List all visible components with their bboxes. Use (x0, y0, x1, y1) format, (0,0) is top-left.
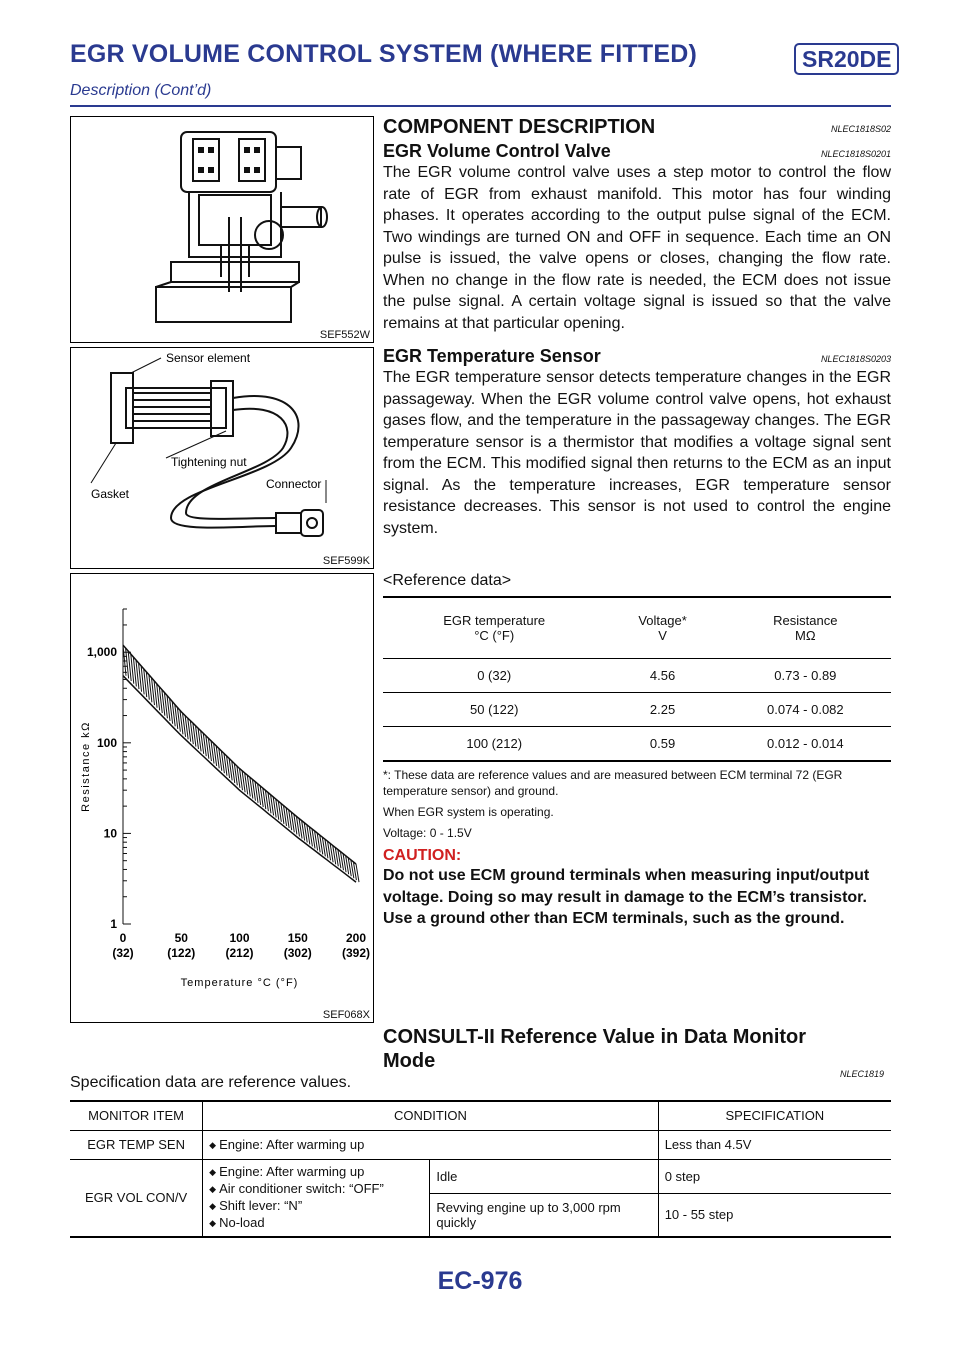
valve-figure-caption: SEF552W (319, 329, 370, 341)
y-tick-label: 1 (110, 917, 117, 931)
x-tick-label-fahrenheit: (392) (341, 946, 371, 960)
x-tick-label: 50 (174, 931, 188, 945)
x-tick-label: 200 (345, 931, 367, 945)
sensor-figure-caption: SEF599K (322, 555, 370, 567)
valve-code: NLEC1818S0201 (820, 149, 891, 159)
reference-data-section (383, 572, 891, 930)
label-sensor-element: Sensor element (166, 351, 251, 365)
col-voltage: Voltage* V (605, 597, 719, 659)
col-temperature: EGR temperature °C (°F) (383, 597, 605, 659)
table-row: EGR VOL CON/V ◆ Engine: After warming up ◆ Air conditioner switch: “OFF” ◆ Shift lever: “N” ◆ No-load Idle 0 step (70, 1159, 891, 1193)
consult-title-line1: CONSULT-II Reference Value in Data Monitor (383, 1026, 807, 1048)
consult-intro: Specification data are reference values. (70, 1074, 352, 1091)
reference-note-voltage: Voltage: 0 - 1.5V (383, 826, 472, 840)
reference-heading: <Reference data> (383, 572, 512, 589)
reference-footnote: *: These data are reference values and are measured between ECM terminal 72 (EGR temperature sensor) and ground. (383, 768, 843, 798)
consult-code: NLEC1819 (840, 1069, 885, 1079)
table-row: 0 (32) 4.56 0.73 - 0.89 (383, 659, 891, 693)
reference-table-header (383, 597, 891, 659)
page-header-title: EGR VOLUME CONTROL SYSTEM (WHERE FITTED) (70, 40, 697, 68)
graph-figure-caption: SEF068X (322, 1009, 370, 1021)
series-upper-bound (123, 645, 356, 864)
x-tick-label-fahrenheit: (32) (112, 946, 134, 960)
page-subtitle: Description (Cont’d) (70, 82, 212, 99)
y-tick-label: 100 (96, 735, 117, 750)
label-gasket: Gasket (91, 487, 130, 501)
consult-title-block (383, 1025, 891, 1073)
sensor-heading: EGR Temperature Sensor (383, 346, 601, 366)
resistance-graph-figure (70, 573, 374, 1023)
resistance-chart (71, 574, 373, 1004)
x-tick-label: 150 (287, 931, 308, 945)
x-tick-label-fahrenheit: (212) (225, 946, 254, 960)
x-axis-label: Temperature °C (°F) (180, 977, 299, 989)
reference-table (383, 596, 891, 762)
header-rule (70, 105, 891, 107)
caution-text: Do not use ECM ground terminals when measuring input/output voltage. Doing so may result in damage to the ECM’s transistor. Use a ground other than ECM terminals, such as the ground. (383, 867, 870, 927)
series-lower-bound (123, 676, 356, 882)
x-tick-label: 0 (119, 931, 127, 945)
caution-title: CAUTION: (383, 847, 462, 864)
valve-description: The EGR volume control valve uses a step motor to control the flow rate of EGR from exhaust manifold. This motor has four winding phases. It operates according to the output pulse signal of the ECM. Two windings are turned ON and OFF in sequence. Each time an ON pulse is issued, the valve opens or closes, changing the flow rate. When no change in the flow rate is needed, the ECM does not issue the pulse signal. A certain voltage signal is issued so that the valve remains at that particular opening. (383, 164, 891, 332)
engine-badge: SR20DE (794, 43, 899, 75)
col-resistance: Resistance MΩ (720, 597, 891, 659)
y-tick-label: 10 (103, 826, 117, 841)
y-tick-label: 1,000 (86, 645, 117, 660)
x-tick-label: 100 (229, 931, 250, 945)
band-hatching (123, 645, 359, 882)
sensor-section (383, 346, 891, 539)
page-number: EC-976 (437, 1267, 523, 1295)
consult-table (70, 1100, 891, 1238)
component-description-section (383, 116, 891, 334)
sensor-figure (70, 347, 374, 569)
y-axis-label: Resistance kΩ (80, 721, 92, 812)
valve-illustration (71, 117, 373, 342)
section-title: COMPONENT DESCRIPTION (383, 116, 656, 138)
valve-figure (70, 116, 374, 343)
label-connector: Connector (266, 477, 322, 491)
valve-heading: EGR Volume Control Valve (383, 141, 611, 161)
table-row: 100 (212) 0.59 0.012 - 0.014 (383, 727, 891, 762)
sensor-code: NLEC1818S0203 (820, 354, 891, 364)
label-tightening-nut: Tightening nut (171, 455, 247, 469)
table-row: Revving engine up to 3,000 rpm quickly 10 - 55 step (70, 1193, 891, 1237)
sensor-description: The EGR temperature sensor detects temperature changes in the EGR passageway. When the EGR volume control valve opens, hot exhaust gases flow, and the temperature in the passageway changes. The EGR temperature sensor is a thermistor that modifies a voltage signal sent from the ECM. This modified signal then returns to the ECM as an input signal. As the temperature increases, EGR temperature sensor resistance decreases. This sensor is not used to control the engine system. (383, 369, 891, 537)
table-row: EGR TEMP SEN ◆ Engine: After warming up Less than 4.5V (70, 1130, 891, 1159)
reference-note-operating: When EGR system is operating. (383, 805, 554, 819)
consult-title-line2: Mode (383, 1050, 436, 1072)
x-tick-label-fahrenheit: (302) (283, 946, 312, 960)
sensor-illustration (71, 348, 373, 568)
consult-table-header: MONITOR ITEM CONDITION SPECIFICATION (70, 1101, 891, 1130)
x-tick-label-fahrenheit: (122) (167, 946, 196, 960)
table-row: 50 (122) 2.25 0.074 - 0.082 (383, 693, 891, 727)
section-code: NLEC1818S02 (830, 124, 891, 134)
